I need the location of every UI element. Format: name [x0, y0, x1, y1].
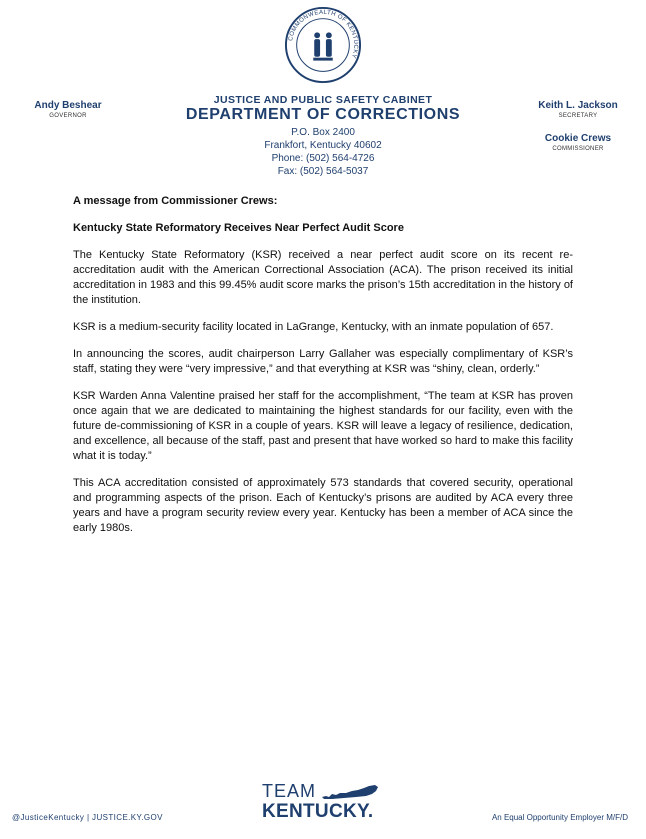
- team-logo-bottom: KENTUCKY.: [262, 801, 374, 822]
- kentucky-state-shape-icon: [320, 784, 380, 800]
- cabinet-name: JUSTICE AND PUBLIC SAFETY CABINET: [213, 94, 433, 106]
- governor-title: GOVERNOR: [49, 113, 87, 119]
- paragraph: KSR Warden Anna Valentine praised her staff for the accomplishment, “The team at KSR has proven once again that we are dedicated to maintaining the highest standards for our facility, even with the future de-commissioning of KSR in a couple of years. KSR will leave a legacy of resilience, dedication, and excellence, all because of the staff, past and present that have worked so hard to make this facility what it is today.”: [73, 390, 573, 462]
- footer-social-links[interactable]: @JusticeKentucky | JUSTICE.KY.GOV: [12, 813, 163, 822]
- seal-text: COMMONWEALTH OF KENTUCKY: [288, 9, 359, 59]
- paragraph: This ACA accreditation consisted of approximately 573 standards that covered security, operational and programming aspects of the prison. Each of Kentucky’s prisons are audited by ACA every three years and have a program security review every year. Kentucky has been a member of ACA since the early 1980s.: [73, 477, 573, 534]
- address-line: Frankfort, Kentucky 40602: [264, 140, 382, 151]
- paragraph: The Kentucky State Reformatory (KSR) received a near perfect audit score on its recent re-accreditation audit with the American Correctional Association (ACA). The prison received its initial accreditation in 1983 and this 99.45% audit score marks the prison’s 15th accreditation in the history of the institution.: [73, 249, 573, 306]
- state-seal-icon: [284, 6, 362, 84]
- address-line: P.O. Box 2400: [291, 127, 355, 138]
- department-name: DEPARTMENT OF CORRECTIONS: [185, 106, 461, 123]
- secretary-name: Keith L. Jackson: [538, 100, 618, 111]
- commissioner-name: Cookie Crews: [544, 133, 612, 144]
- team-kentucky-logo: [262, 781, 392, 825]
- secretary-title: SECRETARY: [558, 113, 598, 119]
- paragraph: In announcing the scores, audit chairperson Larry Gallaher was especially complimentary of KSR’s staff, stating they were “very impressive,” and that everything at KSR was “shiny, clean, orderly.”: [73, 348, 573, 375]
- letter-body: [73, 194, 573, 548]
- intro-heading: A message from Commissioner Crews:: [73, 195, 278, 207]
- team-logo-top: TEAM: [262, 781, 317, 801]
- article-title: Kentucky State Reformatory Receives Near Perfect Audit Score: [73, 222, 404, 234]
- governor-name: Andy Beshear: [34, 100, 102, 111]
- paragraph: KSR is a medium-security facility located in LaGrange, Kentucky, with an inmate population of 657.: [73, 321, 554, 333]
- phone-line: Phone: (502) 564-4726: [271, 153, 375, 164]
- fax-line: Fax: (502) 564-5037: [277, 166, 369, 177]
- secretary-block: [526, 100, 630, 121]
- commissioner-block: [526, 133, 630, 154]
- commissioner-title: COMMISSIONER: [552, 146, 604, 152]
- equal-opportunity-note: An Equal Opportunity Employer M/F/D: [491, 813, 628, 822]
